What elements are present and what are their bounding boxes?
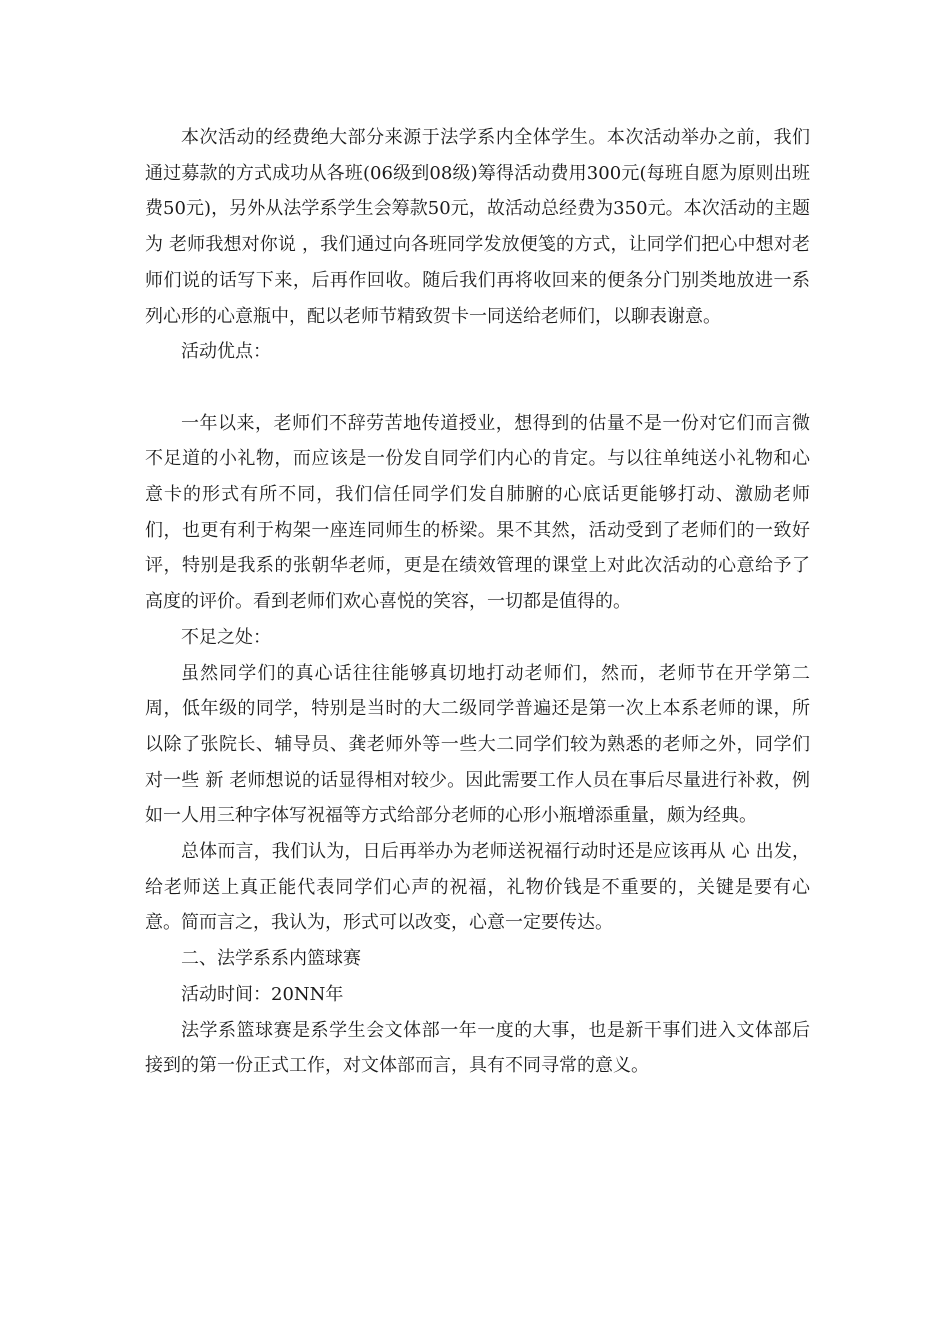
section-title-basketball: 二、法学系系内篮球赛 — [181, 948, 361, 970]
blank-line — [145, 370, 810, 406]
paragraph-summary: 总体而言，我们认为，日后再举办为老师送祝福行动时还是应该再从 心 出发，给老师送上真正能代表同学们心声的祝福，礼物价钱是不重要的，关键是要有心意。简而言之，我认为，形式可以改变，心意一定要传达。 — [145, 841, 810, 934]
document-body — [145, 120, 810, 1084]
heading-shortcomings: 不足之处： — [181, 626, 271, 648]
paragraph-funding: 本次活动的经费绝大部分来源于法学系内全体学生。本次活动举办之前，我们通过募款的方式成功从各班(06级到08级)筹得活动费用300元(每班自愿为原则出班费50元)，另外从法学系学生会筹款50元，故活动总经费为350元。本次活动的主题为 老师我想对你说 ，我们通过向各班同学发放便笺的方式，让同学们把心中想对老师们说的话写下来，后再作回收。随后我们再将收回来的便条分门别类地放进一系列心形的心意瓶中，配以老师节精致贺卡一同送给老师们，以聊表谢意。 — [145, 127, 810, 327]
paragraph-basketball: 法学系篮球赛是系学生会文体部一年一度的大事，也是新干事们进入文体部后接到的第一份正式工作，对文体部而言，具有不同寻常的意义。 — [145, 1019, 810, 1077]
paragraph-advantages: 一年以来，老师们不辞劳苦地传道授业，想得到的估量不是一份对它们而言微不足道的小礼物，而应该是一份发自同学们内心的肯定。与以往单纯送小礼物和心意卡的形式有所不同，我们信任同学们发自肺腑的心底话更能够打动、激励老师们，也更有利于构架一座连同师生的桥梁。果不其然，活动受到了老师们的一致好评，特别是我系的张朝华老师，更是在绩效管理的课堂上对此次活动的心意给予了高度的评价。看到老师们欢心喜悦的笑容，一切都是值得的。 — [145, 412, 810, 613]
heading-advantages: 活动优点： — [181, 341, 271, 363]
activity-time: 活动时间：20NN年 — [181, 983, 344, 1005]
paragraph-shortcomings: 虽然同学们的真心话往往能够真切地打动老师们，然而，老师节在开学第二周，低年级的同学，特别是当时的大二级同学普遍还是第一次上本系老师的课，所以除了张院长、辅导员、龚老师外等一些大二同学们较为熟悉的老师之外，同学们对一些 新 老师想说的话显得相对较少。因此需要工作人员在事后尽量进行补救，例如一人用三种字体写祝福等方式给部分老师的心形小瓶增添重量，颇为经典。 — [145, 662, 810, 827]
